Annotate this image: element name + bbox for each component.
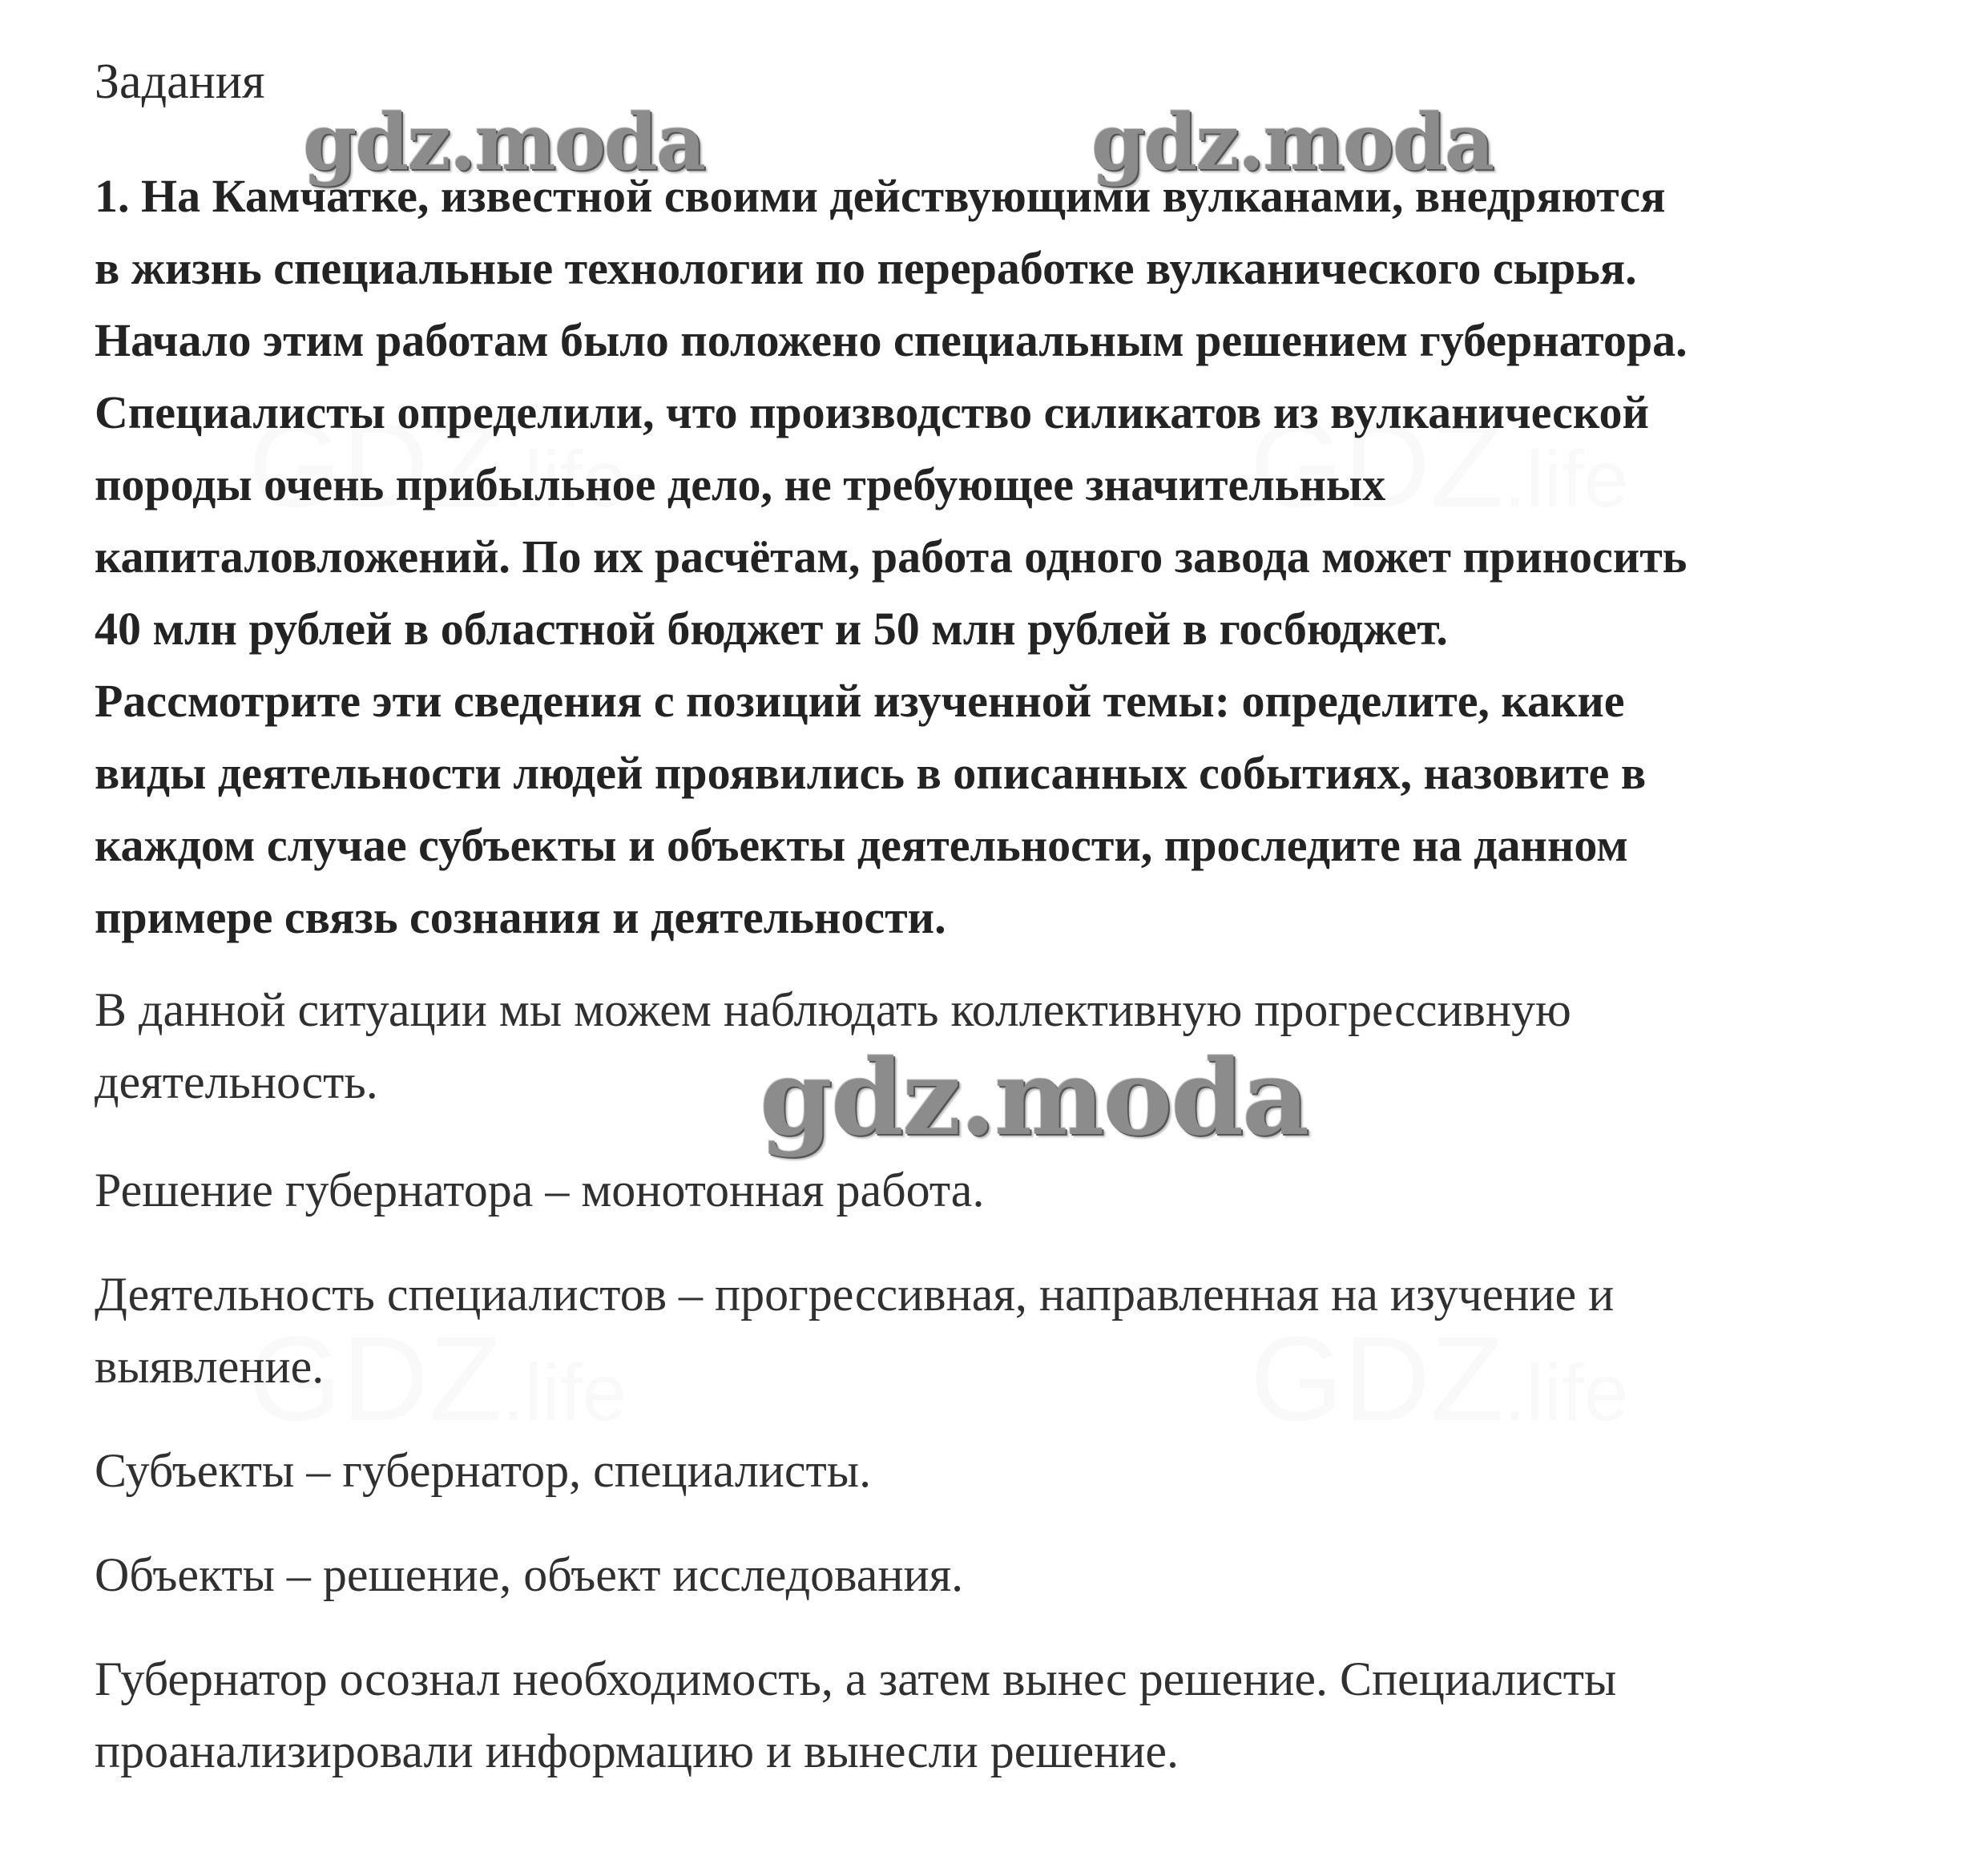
answer-paragraph: Деятельность специалистов – прогрессивная, направленная на изучение и выявление. xyxy=(95,1268,1615,1393)
watermark-logo: gdz.moda xyxy=(760,1036,1309,1159)
answer-paragraph: В данной ситуации мы можем наблюдать коллективную прогрессивную деятельность. xyxy=(95,983,1571,1108)
answer-paragraph: Губернатор осознал необходимость, а затем вынес решение. Специалисты проанализировали информацию и вынесли решение. xyxy=(95,1652,1617,1777)
answer-paragraph: Решение губернатора – монотонная работа. xyxy=(95,1164,985,1217)
answer-paragraph: Объекты – решение, объект исследования. xyxy=(95,1548,964,1601)
section-title: Задания xyxy=(95,54,265,109)
task-text: 1. На Камчатке, известной своими действующими вулканами, внедряются в жизнь специальные технологии по переработке вулканического сырья. Начало этим работам было положено специальным решением губернатора. Специалисты определили, что производство силикатов из вулканической породы очень прибыльное дело, не требующее значительных капиталовложений. По их расчётам, работа одного завода может приносить 40 млн рублей в областной бюджет и 50 млн рублей в госбюджет. Рассмотрите эти сведения с позиций изученной темы: определите, какие виды деятельности людей проявились в описанных событиях, назовите в каждом случае субъекты и объекты деятельности, проследите на данном примере связь сознания и деятельности. xyxy=(95,170,1688,943)
watermark-logo: gdz.moda xyxy=(303,97,705,188)
answer-paragraph: Субъекты – губернатор, специалисты. xyxy=(95,1444,872,1497)
watermark-logo: gdz.moda xyxy=(1091,97,1494,188)
